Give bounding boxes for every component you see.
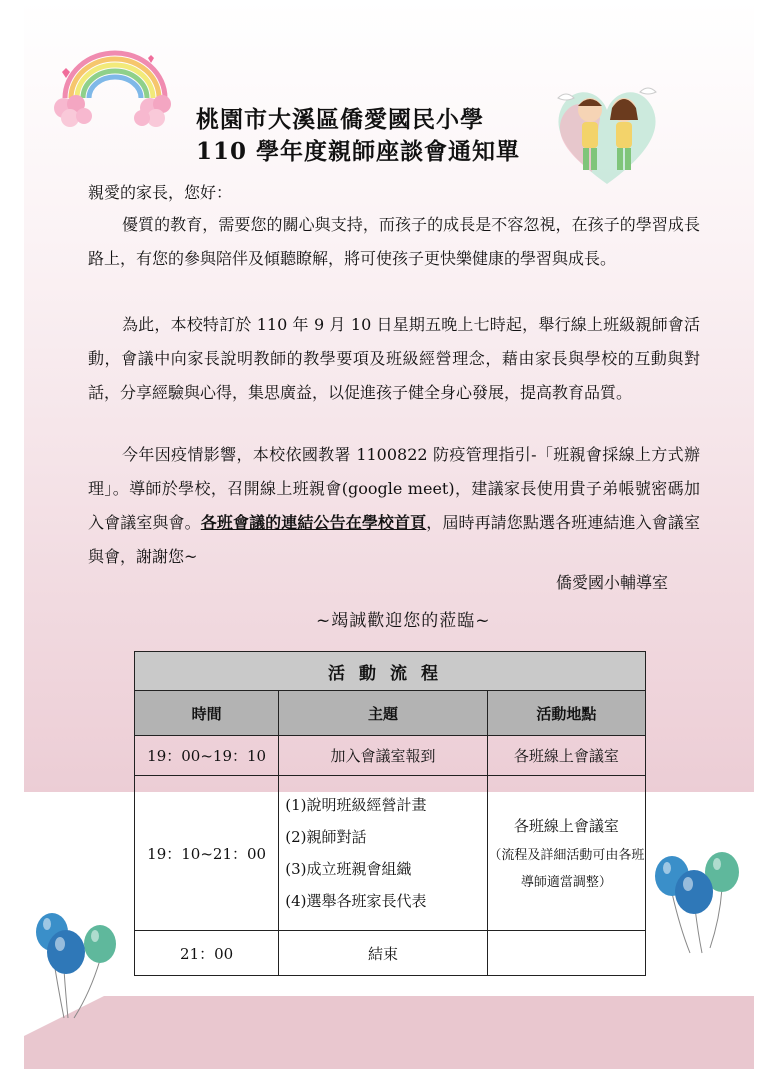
schedule-caption-row	[135, 652, 646, 691]
row-topic: 加入會議室報到	[279, 736, 487, 776]
paragraph-3	[88, 438, 700, 574]
topic-item: (2)親師對話	[285, 828, 367, 846]
signature: 僑愛國小輔導室	[556, 573, 669, 592]
location-note: （流程及詳細活動可由各班導師適當調整）	[488, 848, 645, 890]
location-main: 各班線上會議室	[513, 817, 619, 835]
table-row	[135, 931, 646, 976]
row-time: 19：10~21：00	[135, 776, 279, 931]
topic-item: (4)選舉各班家長代表	[285, 892, 427, 910]
balloon-clipart-right	[650, 848, 745, 958]
topic-item: (1)說明班級經營計畫	[285, 796, 427, 814]
bottom-band	[24, 996, 754, 1069]
table-row	[135, 736, 646, 776]
rainbow-clipart	[50, 38, 180, 133]
row-topic-items	[279, 776, 487, 931]
row-time: 21：00	[135, 931, 279, 976]
paragraph-3-end: ，屆時再請您點選各班連結進入會議室與會，謝謝您~	[88, 513, 700, 566]
table-row	[135, 776, 646, 931]
header-time: 時間	[135, 691, 279, 736]
school-homepage-link-text: 各班會議的連結公告在學校首頁	[200, 513, 427, 532]
page-title	[196, 104, 520, 168]
children-heart-clipart	[552, 72, 662, 190]
title-line-1: 桃園市大溪區僑愛國民小學	[196, 106, 484, 133]
row-time: 19：00~19：10	[135, 736, 279, 776]
header-location: 活動地點	[487, 691, 645, 736]
row-location: 各班線上會議室	[487, 736, 645, 776]
row-location	[487, 931, 645, 976]
paragraph-2: 為此，本校特訂於 110 年 9 月 10 日星期五晚上七時起，舉行線上班級親師會活動，會議中向家長說明教師的教學要項及班級經營理念，藉由家長與學校的互動與對話，分享經驗與心得，集思廣益，以促進孩子健全身心發展，提高教育品質。	[88, 315, 700, 402]
balloon-clipart-left	[30, 908, 125, 1023]
schedule-header-row	[135, 691, 646, 736]
row-location	[487, 776, 645, 931]
paragraph-3-start: 今年因疫情影響，本校依國教署 1100822 防疫管理指引-「班親會採線上方式辦理」。導師於學校，召開線上班親會(google meet)，建議家長使用貴子弟帳號密碼加入會議室與會。	[88, 445, 700, 532]
schedule-table	[134, 651, 646, 976]
welcome-text: ~竭誠歡迎您的蒞臨~	[316, 611, 491, 631]
row-topic: 結束	[279, 931, 487, 976]
schedule-caption: 活動流程	[135, 652, 646, 691]
topic-item: (3)成立班親會組織	[285, 860, 412, 878]
paragraph-1: 優質的教育，需要您的關心與支持，而孩子的成長是不容忽視，在孩子的學習成長路上，有您的參與陪伴及傾聽瞭解，將可使孩子更快樂健康的學習與成長。	[88, 215, 700, 268]
greeting: 親愛的家長，您好：	[88, 183, 233, 202]
header-topic: 主題	[279, 691, 487, 736]
title-line-2: 110 學年度親師座談會通知單	[196, 138, 521, 165]
